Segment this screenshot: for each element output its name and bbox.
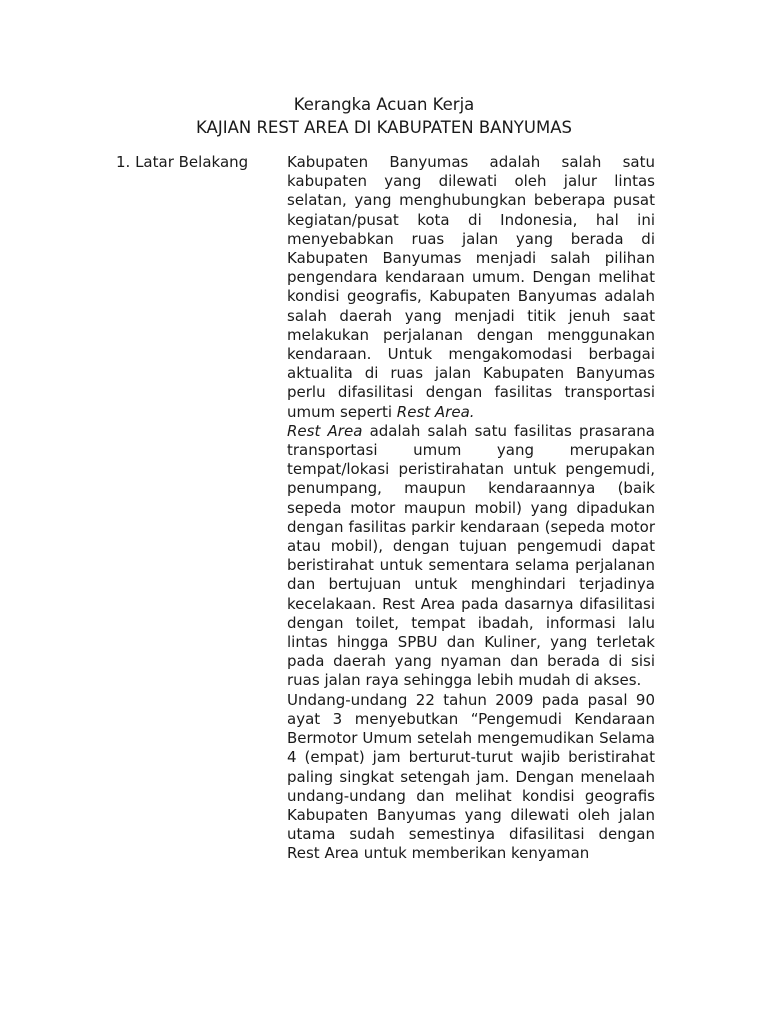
paragraph-3 (287, 691, 655, 864)
document-subtitle: KAJIAN REST AREA DI KABUPATEN BANYUMAS (196, 118, 572, 137)
paragraph-1-emphasis: Rest Area. (396, 402, 475, 421)
section-heading: 1. Latar Belakang (116, 153, 249, 171)
section-body (287, 153, 655, 864)
paragraph-3-text: Undang-undang 22 tahun 2009 pada pasal 90 ayat 3 menyebutkan “Pengemudi Kendaraan Bermotor Umum setelah mengemudikan Selama 4 (empat) jam berturut-turut wajib beristirahat paling singkat setengah jam. Dengan menelaah undang-undang dan melihat kondisi geografis Kabupaten Banyumas yang dilewati oleh jalan utama sudah semestinya difasilitasi dengan Rest Area untuk memberikan kenyaman (287, 690, 655, 863)
paragraph-2 (287, 422, 655, 691)
paragraph-1-text: Kabupaten Banyumas adalah salah satu kabupaten yang dilewati oleh jalur lintas selatan, yang menghubungkan beberapa pusat kegiatan/pusat kota di Indonesia, hal ini menyebabkan ruas jalan yang berada di Kabupaten Banyumas menjadi salah pilihan pengendara kendaraan umum. Dengan melihat kondisi geografis, Kabupaten Banyumas adalah salah daerah yang menjadi titik jenuh saat melakukan perjalanan dengan menggunakan kendaraan. Untuk mengakomodasi berbagai aktualita di ruas jalan Kabupaten Banyumas perlu difasilitasi dengan fasilitas transportasi umum seperti (287, 153, 655, 421)
document-title: Kerangka Acuan Kerja (293, 95, 475, 114)
paragraph-1 (287, 153, 655, 422)
paragraph-2-text: adalah salah satu fasilitas prasarana transportasi umum yang merupakan tempat/lokasi peristirahatan untuk pengemudi, penumpang, maupun kendaraannya (baik sepeda motor maupun mobil) yang dipadukan dengan fasilitas parkir kendaraan (sepeda motor atau mobil), dengan tujuan pengemudi dapat beristirahat untuk sementara selama perjalanan dan bertujuan untuk menghindari terjadinya kecelakaan. Rest Area pada dasarnya difasilitasi dengan toilet, tempat ibadah, informasi lalu lintas hingga SPBU dan Kuliner, yang terletak pada daerah yang nyaman dan berada di sisi ruas jalan raya sehingga lebih mudah di akses. (287, 421, 655, 690)
paragraph-2-emphasis: Rest Area (287, 421, 363, 440)
